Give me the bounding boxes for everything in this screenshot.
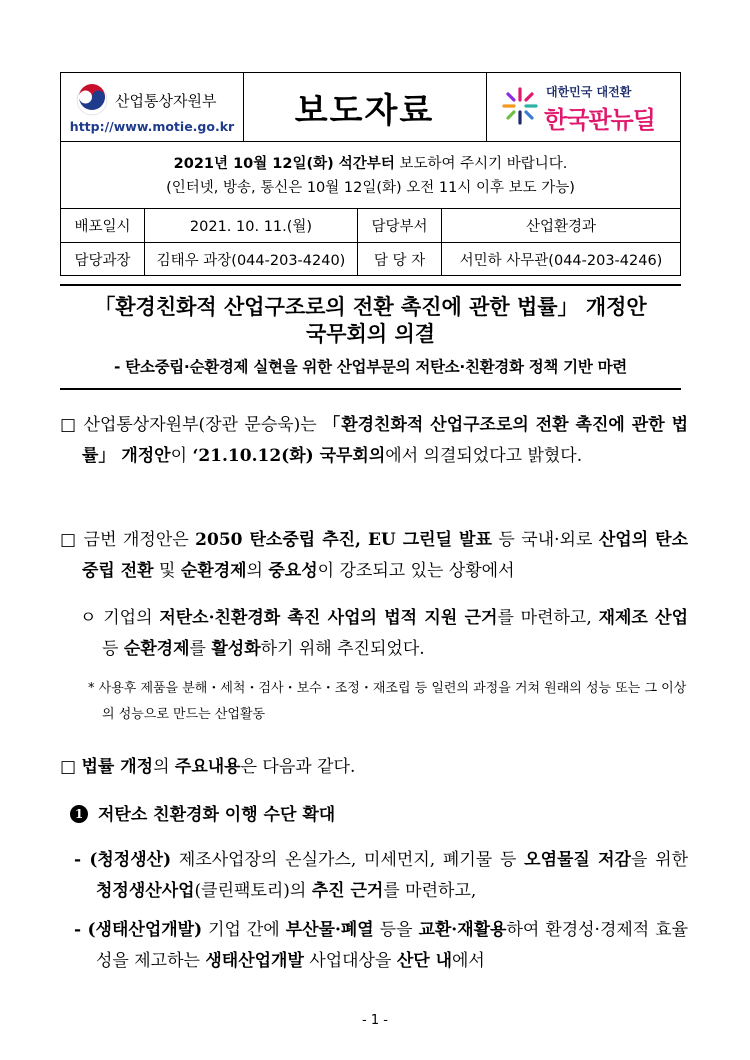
taegeuk-emblem-icon: [75, 83, 109, 117]
p6-bold5: 산단 내: [396, 951, 452, 971]
p2-text: □ 금번 개정안은: [60, 530, 196, 550]
p4-text: □: [60, 757, 82, 777]
p2-bold3: 순환경제: [180, 561, 247, 581]
brand-name: 한국판뉴딜: [544, 106, 655, 134]
info-row-contact: [61, 242, 680, 276]
ministry-name: 산업통상자원부: [115, 91, 217, 110]
document-title: 보도자료: [243, 73, 487, 141]
p2-text3: 및: [153, 561, 181, 581]
p3-text2: 를 마련하고,: [497, 608, 599, 628]
p4-bold2: 주요내용: [174, 757, 241, 777]
staff-value: 서민하 사무관(044-203-4246): [459, 252, 663, 269]
p6-text2: 등을: [373, 920, 419, 940]
p6-text5: 에서: [452, 951, 485, 971]
brand-slogan: 대한민국 대전환: [546, 85, 632, 99]
chief-label: 담당과장: [61, 242, 145, 276]
p6-bold1: - (생태산업개발): [74, 920, 203, 940]
p3-text: ㅇ 기업의: [80, 608, 160, 628]
p5-bold4: 추진 근거: [311, 881, 384, 901]
paragraph-1: [60, 410, 688, 472]
chief-value: 김태우 과장(044-203-4240): [145, 242, 358, 276]
p2-bold4: 중요성: [268, 561, 318, 581]
p6-text3: 하여 환경성·경제적 효율성을 제고하는: [96, 920, 689, 971]
p3-bold4: 활성화: [211, 639, 261, 659]
p6-bold4: 생태산업개발: [205, 951, 304, 971]
department-label: 담당부서: [358, 208, 442, 242]
p3-bold1: 저탄소·친환경화 촉진 사업의 법적 지원 근거: [159, 608, 498, 628]
footnote: [88, 676, 688, 728]
new-deal-logo-icon: [500, 85, 540, 127]
section-1-heading: [70, 800, 698, 831]
headline-line2: 국무회의 의결: [305, 322, 436, 346]
p3-text3: 등: [102, 639, 124, 659]
p1-law-name: 「환경친화적 산업구조로의 전환 촉진에 관한 법률」 개정안: [82, 415, 688, 466]
p4-text3: 은 다음과 같다.: [240, 757, 356, 777]
headline-subtitle: - 탄소중립·순환경제 실현을 위한 산업부문의 저탄소·친환경화 정책 기반 마련: [114, 358, 627, 376]
p2-text5: 이 강조되고 있는 상황에서: [317, 561, 515, 581]
p2-bold2: 산업의 탄소중립 전환: [82, 530, 688, 581]
embargo-text: 보도하여 주시기 바랍니다.: [394, 156, 568, 172]
embargo-notice: [61, 141, 680, 209]
release-date-label: 배포일시: [61, 208, 145, 242]
p4-text2: 의: [153, 757, 175, 777]
p1-date: ‘21.10.12(화) 국무회의: [192, 446, 386, 466]
paragraph-2: [60, 525, 688, 587]
p6-bold2: 부산물·폐열: [285, 920, 374, 940]
headline-box: [60, 284, 681, 390]
ministry-url[interactable]: http://www.motie.go.kr: [69, 119, 235, 134]
info-row-release: [61, 208, 680, 243]
embargo-online: (인터넷, 방송, 통신은 10월 12일(화) 오전 11시 이후 보도 가능): [166, 180, 575, 196]
staff-label: 담 당 자: [358, 242, 442, 276]
p6-text4: 사업대상을: [303, 951, 397, 971]
paragraph-6: [74, 915, 688, 977]
release-date-value: 2021. 10. 11.(월): [145, 208, 358, 242]
p2-bold1: 2050 탄소중립 추진, EU 그린딜 발표: [195, 530, 492, 550]
ministry-logo-cell: [61, 73, 244, 141]
press-header-table: [60, 72, 681, 276]
page-number: - 1 -: [362, 1013, 388, 1028]
p4-bold1: 법률 개정: [81, 757, 154, 777]
embargo-time: 2021년 10월 12일(화) 석간부터: [173, 156, 395, 172]
p3-bold3: 순환경제: [123, 639, 190, 659]
section-number-icon: 1: [70, 805, 88, 823]
footnote-text: * 사용후 제품을 분해・세척・검사・보수・조정・재조립 등 일련의 과정을 거쳐 원래의 성능 또는 그 이상의 성능으로 만드는 산업활동: [88, 681, 687, 722]
p5-text2: 을 위한: [630, 850, 689, 870]
p5-text4: 를 마련하고,: [383, 881, 477, 901]
p1-text3: 에서 의결되었다고 밝혔다.: [385, 446, 583, 466]
section-title: 저탄소 친환경화 이행 수단 확대: [98, 805, 336, 825]
p2-text2: 등 국내·외로: [491, 530, 599, 550]
p5-bold3: 청정생산사업: [96, 881, 195, 901]
p3-text4: 를: [189, 639, 212, 659]
p2-text4: 의: [246, 561, 269, 581]
paragraph-4: [60, 752, 688, 783]
p5-bold2: 오염물질 저감: [524, 850, 631, 870]
p1-text: □ 산업통상자원부(장관 문승욱)는: [60, 415, 324, 435]
p6-text: 기업 간에: [202, 920, 286, 940]
ministry-logo: [75, 83, 216, 117]
department-value: 산업환경과: [525, 218, 597, 235]
p6-bold3: 교환·재활용: [418, 920, 507, 940]
paragraph-5: [74, 845, 688, 907]
p5-bold1: - (청정생산): [74, 850, 172, 870]
header-row: [61, 73, 680, 142]
p5-text3: (클린팩토리)의: [194, 881, 312, 901]
paragraph-3: [80, 603, 688, 665]
brand-cell: [486, 73, 680, 141]
p3-bold2: 재제조 산업: [598, 608, 689, 628]
p3-text5: 하기 위해 추진되었다.: [260, 639, 425, 659]
p5-text: 제조사업장의 온실가스, 미세먼지, 폐기물 등: [171, 850, 525, 870]
p1-text2: 이: [170, 446, 193, 466]
headline-line1: 「환경친화적 산업구조로의 전환 촉진에 관한 법률」 개정안: [94, 295, 647, 319]
